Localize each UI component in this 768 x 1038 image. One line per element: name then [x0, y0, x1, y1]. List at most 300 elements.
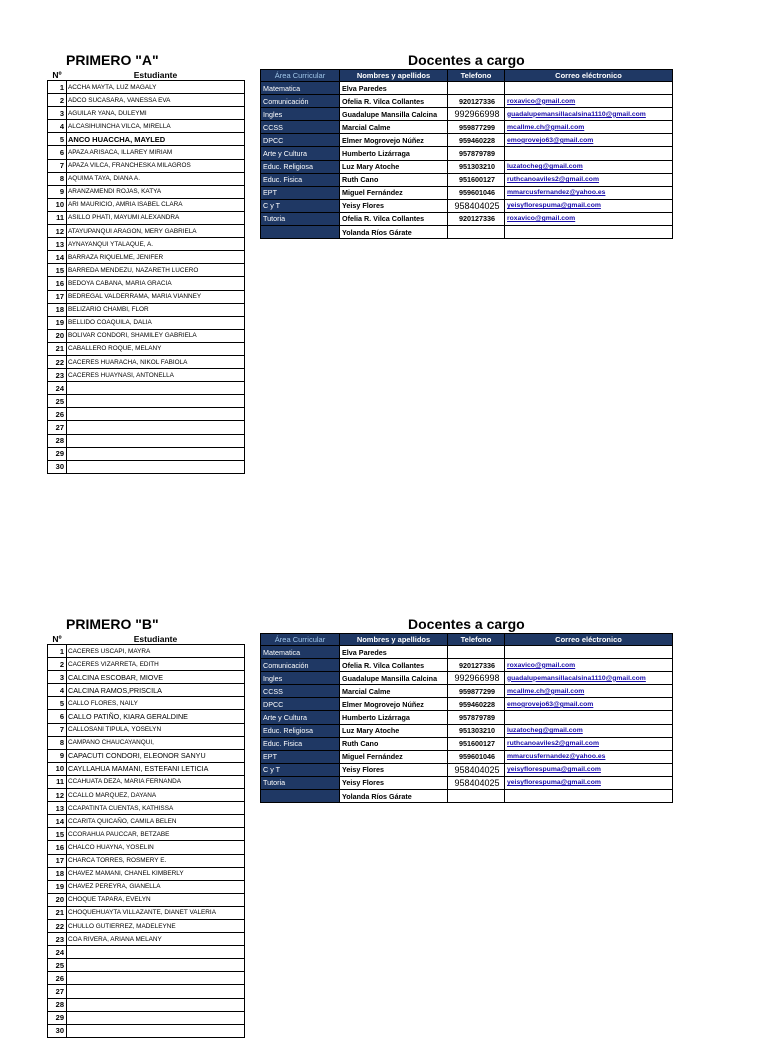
- table-row: [48, 959, 245, 972]
- table-row: [261, 147, 673, 160]
- col-header-phone: Telefono: [448, 70, 505, 82]
- student-name: CAYLLAHUA MAMANI, ESTEFANI LETICIA: [67, 762, 245, 775]
- docentes-title: Docentes a cargo: [408, 616, 525, 632]
- table-row: [261, 173, 673, 186]
- table-row: [48, 736, 245, 749]
- student-number: 20: [48, 893, 67, 906]
- teacher-email-link[interactable]: luzatocheg@gmail.com: [505, 160, 673, 173]
- table-row: [48, 919, 245, 932]
- teacher-name: Yolanda Ríos Gárate: [340, 790, 448, 803]
- table-row: [48, 906, 245, 919]
- student-name: CCALLO MARQUEZ, DAYANA: [67, 789, 245, 802]
- teacher-phone: 959460228: [448, 698, 505, 711]
- col-header-num: Nº: [52, 69, 62, 80]
- teacher-email-link[interactable]: emogrovejo63@gmail.com: [505, 698, 673, 711]
- student-number: 11: [48, 775, 67, 788]
- table-row: [48, 211, 245, 224]
- student-name: CCAPATINTA CUENTAS, KATHISSA: [67, 802, 245, 815]
- student-number: 9: [48, 185, 67, 198]
- table-row: [48, 723, 245, 736]
- area-cell: C y T: [261, 199, 340, 212]
- table-row: [48, 972, 245, 985]
- table-row: [261, 95, 673, 108]
- teacher-email-link[interactable]: roxavico@gmail.com: [505, 95, 673, 108]
- table-row: [48, 329, 245, 342]
- teacher-phone: 951600127: [448, 173, 505, 186]
- students-table: [47, 69, 245, 474]
- table-row: [261, 160, 673, 173]
- student-name: [67, 972, 245, 985]
- teacher-phone: [448, 790, 505, 803]
- teacher-email-link[interactable]: mcallme.ch@gmail.com: [505, 685, 673, 698]
- table-row: [48, 789, 245, 802]
- student-number: 29: [48, 447, 67, 460]
- table-row: [48, 460, 245, 473]
- student-number: 18: [48, 867, 67, 880]
- student-name: CHOQUE TAPARA, EVELYN: [67, 893, 245, 906]
- student-name: CHOQUEHUAYTA VILLAZANTE, DIANET VALERIA: [67, 906, 245, 919]
- teacher-name: Ruth Cano: [340, 737, 448, 750]
- teacher-name: Guadalupe Mansilla Calcina: [340, 108, 448, 121]
- student-number: 4: [48, 684, 67, 697]
- teacher-email-link: [505, 646, 673, 659]
- table-row: [261, 698, 673, 711]
- teacher-email-link[interactable]: yeisyflorespuma@gmail.com: [505, 776, 673, 789]
- teacher-name: Elva Paredes: [340, 82, 448, 95]
- student-number: 13: [48, 802, 67, 815]
- teacher-name: Miguel Fernández: [340, 750, 448, 763]
- area-cell: Arte y Cultura: [261, 711, 340, 724]
- student-name: BARRAZA RIQUELME, JENIFER: [67, 251, 245, 264]
- table-row: [48, 854, 245, 867]
- student-number: 15: [48, 264, 67, 277]
- table-row: [261, 226, 673, 239]
- table-row: [48, 447, 245, 460]
- teacher-phone: 992966998: [448, 108, 505, 121]
- student-number: 27: [48, 421, 67, 434]
- student-number: 12: [48, 789, 67, 802]
- table-row: [48, 382, 245, 395]
- student-number: 29: [48, 1011, 67, 1024]
- col-header-name: Nombres y apellidos: [340, 70, 448, 82]
- student-name: AQUIMA TAYA, DIANA A.: [67, 172, 245, 185]
- student-number: 9: [48, 749, 67, 762]
- section-primero-a: [0, 50, 768, 472]
- table-row: [261, 672, 673, 685]
- student-number: 6: [48, 146, 67, 159]
- table-row: [48, 342, 245, 355]
- teacher-email-link[interactable]: roxavico@gmail.com: [505, 212, 673, 225]
- col-header-area: Área Curricular: [261, 634, 340, 646]
- teacher-name: Elmer Mogrovejo Núñez: [340, 698, 448, 711]
- table-row: [48, 408, 245, 421]
- student-number: 28: [48, 998, 67, 1011]
- table-row: [261, 711, 673, 724]
- teacher-phone: [448, 82, 505, 95]
- teacher-email-link[interactable]: ruthcanoaviles2@gmail.com: [505, 737, 673, 750]
- student-number: 20: [48, 329, 67, 342]
- teacher-phone: 951303210: [448, 160, 505, 173]
- table-row: [261, 776, 673, 789]
- area-cell: DPCC: [261, 134, 340, 147]
- student-number: 22: [48, 919, 67, 932]
- table-row: [48, 355, 245, 368]
- table-row: [261, 199, 673, 212]
- student-number: 11: [48, 211, 67, 224]
- table-row: [48, 1011, 245, 1024]
- table-row: [48, 146, 245, 159]
- teacher-name: Yeisy Flores: [340, 763, 448, 776]
- teacher-name: Elva Paredes: [340, 646, 448, 659]
- col-header-area: Área Curricular: [261, 70, 340, 82]
- area-cell: Matematica: [261, 82, 340, 95]
- student-name: APAZA ARISACA, ILLAREY MIRIAM: [67, 146, 245, 159]
- student-name: CCARITA QUICAÑO, CAMILA BELEN: [67, 815, 245, 828]
- teacher-name: Yolanda Ríos Gárate: [340, 226, 448, 239]
- student-name: CALLO PATIÑO, KIARA GERALDINE: [67, 710, 245, 723]
- table-row: [261, 790, 673, 803]
- area-cell: Tutoria: [261, 212, 340, 225]
- table-row: [261, 685, 673, 698]
- student-number: 21: [48, 342, 67, 355]
- student-name: CALLOSANI TIPULA, YOSELYN: [67, 723, 245, 736]
- area-cell: Ingles: [261, 108, 340, 121]
- table-row: [48, 1024, 245, 1037]
- table-row: [261, 737, 673, 750]
- student-name: CCAHUATA DEZA, MARIA FERNANDA: [67, 775, 245, 788]
- student-number: 12: [48, 225, 67, 238]
- teacher-email-link[interactable]: roxavico@gmail.com: [505, 659, 673, 672]
- teacher-phone: 992966998: [448, 672, 505, 685]
- student-name: CACERES HUAYNASI, ANTONELLA: [67, 369, 245, 382]
- table-row: [48, 120, 245, 133]
- table-row: [48, 198, 245, 211]
- student-number: 17: [48, 854, 67, 867]
- student-number: 19: [48, 316, 67, 329]
- area-cell: Educ. Fisica: [261, 173, 340, 186]
- teacher-email-link[interactable]: emogrovejo63@gmail.com: [505, 134, 673, 147]
- teacher-phone: 959877299: [448, 121, 505, 134]
- student-number: 24: [48, 382, 67, 395]
- student-number: 2: [48, 94, 67, 107]
- area-cell: DPCC: [261, 698, 340, 711]
- student-name: ACCHA MAYTA, LUZ MAGALY: [67, 81, 245, 94]
- table-row: [48, 998, 245, 1011]
- area-cell: Comunicación: [261, 659, 340, 672]
- student-number: 3: [48, 671, 67, 684]
- table-row: [261, 121, 673, 134]
- teacher-phone: [448, 646, 505, 659]
- student-number: 19: [48, 880, 67, 893]
- student-number: 21: [48, 906, 67, 919]
- student-name: CAMPANO CHAUCAYANQUI,: [67, 736, 245, 749]
- student-number: 15: [48, 828, 67, 841]
- area-cell: Educ. Religiosa: [261, 724, 340, 737]
- teacher-name: Marcial Calme: [340, 121, 448, 134]
- table-row: [48, 815, 245, 828]
- teacher-name: Yeisy Flores: [340, 199, 448, 212]
- student-name: AGUILAR YANA, DULEYMI: [67, 107, 245, 120]
- student-name: [67, 959, 245, 972]
- table-row: [48, 172, 245, 185]
- table-row: [48, 159, 245, 172]
- teacher-email-link[interactable]: luzatocheg@gmail.com: [505, 724, 673, 737]
- teacher-email-link[interactable]: guadalupemansillacalsina1110@gmail.com: [505, 672, 673, 685]
- table-row: [48, 303, 245, 316]
- teacher-phone: 957879789: [448, 147, 505, 160]
- table-row: [48, 290, 245, 303]
- teacher-name: Humberto Lizárraga: [340, 147, 448, 160]
- student-name: BELLIDO COAQUILA, DALIA: [67, 316, 245, 329]
- table-row: [48, 421, 245, 434]
- table-row: [48, 185, 245, 198]
- student-name: ARANZAMENDI ROJAS, KATYA: [67, 185, 245, 198]
- table-row: [48, 264, 245, 277]
- table-row: [261, 212, 673, 225]
- teacher-name: Luz Mary Atoche: [340, 724, 448, 737]
- table-row: [48, 316, 245, 329]
- student-number: 1: [48, 645, 67, 658]
- student-name: BELIZARIO CHAMBI, FLOR: [67, 303, 245, 316]
- student-name: CACERES USCAPI, MAYRA: [67, 645, 245, 658]
- table-row: [48, 658, 245, 671]
- student-name: ANCO HUACCHA, MAYLED: [67, 133, 245, 146]
- table-row: [48, 434, 245, 447]
- area-cell: Educ. Religiosa: [261, 160, 340, 173]
- student-name: CACERES HUARACHA, NIKOL FABIOLA: [67, 355, 245, 368]
- student-name: CACERES VIZARRETA, EDITH: [67, 658, 245, 671]
- teacher-email-link[interactable]: mmarcusfernandez@yahoo.es: [505, 186, 673, 199]
- table-row: [48, 697, 245, 710]
- student-number: 7: [48, 159, 67, 172]
- teacher-name: Guadalupe Mansilla Calcina: [340, 672, 448, 685]
- student-name: AYNAYANQUI YTALAQUE, A.: [67, 238, 245, 251]
- student-number: 27: [48, 985, 67, 998]
- student-number: 17: [48, 290, 67, 303]
- student-name: COA RIVERA, ARIANA MELANY: [67, 933, 245, 946]
- table-row: [48, 645, 245, 658]
- teacher-email-link: [505, 711, 673, 724]
- table-row: [48, 775, 245, 788]
- area-cell: Arte y Cultura: [261, 147, 340, 160]
- teacher-phone: 959877299: [448, 685, 505, 698]
- area-cell: EPT: [261, 186, 340, 199]
- student-number: 6: [48, 710, 67, 723]
- student-name: ARI MAURICIO, AMRIA ISABEL CLARA: [67, 198, 245, 211]
- student-name: CHAVEZ PEREYRA, GIANELLA: [67, 880, 245, 893]
- student-number: 16: [48, 277, 67, 290]
- area-cell: Ingles: [261, 672, 340, 685]
- student-number: 5: [48, 697, 67, 710]
- teacher-phone: 951600127: [448, 737, 505, 750]
- student-number: 1: [48, 81, 67, 94]
- table-row: [48, 684, 245, 697]
- teacher-email-link[interactable]: guadalupemansillacalsina1110@gmail.com: [505, 108, 673, 121]
- student-number: 8: [48, 736, 67, 749]
- table-row: [48, 841, 245, 854]
- teacher-name: Humberto Lizárraga: [340, 711, 448, 724]
- student-number: 16: [48, 841, 67, 854]
- student-number: 30: [48, 460, 67, 473]
- section-title: PRIMERO "A": [66, 52, 159, 68]
- teacher-email-link: [505, 82, 673, 95]
- student-number: 24: [48, 946, 67, 959]
- docentes-table: [260, 69, 673, 239]
- teacher-email-link: [505, 790, 673, 803]
- table-row: [48, 238, 245, 251]
- student-number: 13: [48, 238, 67, 251]
- teacher-phone: 958404025: [448, 763, 505, 776]
- table-row: [261, 659, 673, 672]
- student-name: BEDOYA CABANA, MARIA GRACIA: [67, 277, 245, 290]
- teacher-phone: 958404025: [448, 776, 505, 789]
- table-row: [48, 369, 245, 382]
- col-header-phone: Telefono: [448, 634, 505, 646]
- teacher-name: Yeisy Flores: [340, 776, 448, 789]
- teacher-email-link: [505, 226, 673, 239]
- student-name: ALCASIHUINCHA VILCA, MIRELLA: [67, 120, 245, 133]
- table-row: [48, 225, 245, 238]
- student-number: 18: [48, 303, 67, 316]
- area-cell: Comunicación: [261, 95, 340, 108]
- student-number: 26: [48, 972, 67, 985]
- student-number: 23: [48, 369, 67, 382]
- student-number: 25: [48, 959, 67, 972]
- table-row: [261, 108, 673, 121]
- area-cell: C y T: [261, 763, 340, 776]
- table-row: [48, 985, 245, 998]
- area-cell: EPT: [261, 750, 340, 763]
- student-name: [67, 1011, 245, 1024]
- student-name: [67, 421, 245, 434]
- area-cell: Tutoria: [261, 776, 340, 789]
- table-row: [261, 763, 673, 776]
- table-row: [48, 277, 245, 290]
- teacher-phone: 959601046: [448, 186, 505, 199]
- table-row: [48, 94, 245, 107]
- students-table: [47, 633, 245, 1038]
- student-number: 10: [48, 762, 67, 775]
- student-name: [67, 382, 245, 395]
- student-name: CABALLERO ROQUE, MELANY: [67, 342, 245, 355]
- col-header-student: Estudiante: [133, 633, 178, 644]
- student-name: [67, 946, 245, 959]
- student-number: 22: [48, 355, 67, 368]
- docentes-title: Docentes a cargo: [408, 52, 525, 68]
- student-name: [67, 1024, 245, 1037]
- student-number: 4: [48, 120, 67, 133]
- student-name: ASILLO PHATI, MAYUMI ALEXANDRA: [67, 211, 245, 224]
- table-row: [48, 828, 245, 841]
- student-name: [67, 998, 245, 1011]
- student-name: CALLO FLORES, NAILY: [67, 697, 245, 710]
- teacher-phone: 920127336: [448, 212, 505, 225]
- table-row: [48, 107, 245, 120]
- student-name: CHARCA TORRES, ROSMERY E.: [67, 854, 245, 867]
- teacher-email-link[interactable]: mcallme.ch@gmail.com: [505, 121, 673, 134]
- table-row: [48, 893, 245, 906]
- student-number: 7: [48, 723, 67, 736]
- student-number: 3: [48, 107, 67, 120]
- student-name: [67, 434, 245, 447]
- student-number: 28: [48, 434, 67, 447]
- student-name: BEDREGAL VALDERRAMA, MARIA VIANNEY: [67, 290, 245, 303]
- student-name: CHAVEZ MAMANI, CHANEL KIMBERLY: [67, 867, 245, 880]
- area-cell: [261, 790, 340, 803]
- student-number: 8: [48, 172, 67, 185]
- table-row: [48, 880, 245, 893]
- student-name: ATAYUPANQUI ARAGON, MERY GABRIELA: [67, 225, 245, 238]
- student-number: 2: [48, 658, 67, 671]
- student-name: [67, 985, 245, 998]
- section-title: PRIMERO "B": [66, 616, 159, 632]
- table-row: [48, 762, 245, 775]
- student-name: BOLIVAR CONDORI, SHAMILEY GABRIELA: [67, 329, 245, 342]
- table-row: [48, 671, 245, 684]
- student-number: 26: [48, 408, 67, 421]
- student-number: 10: [48, 198, 67, 211]
- student-number: 25: [48, 395, 67, 408]
- docentes-table: [260, 633, 673, 803]
- table-row: [48, 802, 245, 815]
- table-row: [48, 81, 245, 94]
- area-cell: CCSS: [261, 121, 340, 134]
- teacher-email-link[interactable]: ruthcanoaviles2@gmail.com: [505, 173, 673, 186]
- teacher-name: Ofelia R. Vilca Collantes: [340, 95, 448, 108]
- student-number: 14: [48, 815, 67, 828]
- teacher-phone: 959601046: [448, 750, 505, 763]
- student-name: [67, 447, 245, 460]
- table-row: [48, 867, 245, 880]
- table-row: [261, 134, 673, 147]
- student-name: [67, 395, 245, 408]
- teacher-name: Ofelia R. Vilca Collantes: [340, 212, 448, 225]
- student-name: CHALCO HUAYNA, YOSELIN: [67, 841, 245, 854]
- student-number: 14: [48, 251, 67, 264]
- student-name: [67, 408, 245, 421]
- teacher-phone: 920127336: [448, 659, 505, 672]
- table-row: [261, 750, 673, 763]
- teacher-email-link[interactable]: yeisyflorespuma@gmail.com: [505, 763, 673, 776]
- col-header-email: Correo eléctronico: [505, 70, 673, 82]
- section-primero-b: [0, 614, 768, 1036]
- area-cell: CCSS: [261, 685, 340, 698]
- table-row: [261, 646, 673, 659]
- teacher-phone: 920127336: [448, 95, 505, 108]
- teacher-phone: [448, 226, 505, 239]
- teacher-name: Elmer Mogrovejo Núñez: [340, 134, 448, 147]
- table-row: [48, 933, 245, 946]
- student-number: 23: [48, 933, 67, 946]
- area-cell: [261, 226, 340, 239]
- area-cell: Matematica: [261, 646, 340, 659]
- col-header-num: Nº: [52, 633, 62, 644]
- table-row: [261, 724, 673, 737]
- teacher-phone: 957879789: [448, 711, 505, 724]
- teacher-email-link[interactable]: yeisyflorespuma@gmail.com: [505, 199, 673, 212]
- table-row: [48, 710, 245, 723]
- table-row: [48, 749, 245, 762]
- table-row: [48, 133, 245, 146]
- teacher-phone: 951303210: [448, 724, 505, 737]
- teacher-email-link: [505, 147, 673, 160]
- table-row: [261, 82, 673, 95]
- student-name: APAZA VILCA, FRANCHESKA MILAGROS: [67, 159, 245, 172]
- teacher-email-link[interactable]: mmarcusfernandez@yahoo.es: [505, 750, 673, 763]
- teacher-phone: 959460228: [448, 134, 505, 147]
- student-name: ADCO SUCASARA, VANESSA EVA: [67, 94, 245, 107]
- student-name: CHULLO GUTIERREZ, MADELEYNE: [67, 919, 245, 932]
